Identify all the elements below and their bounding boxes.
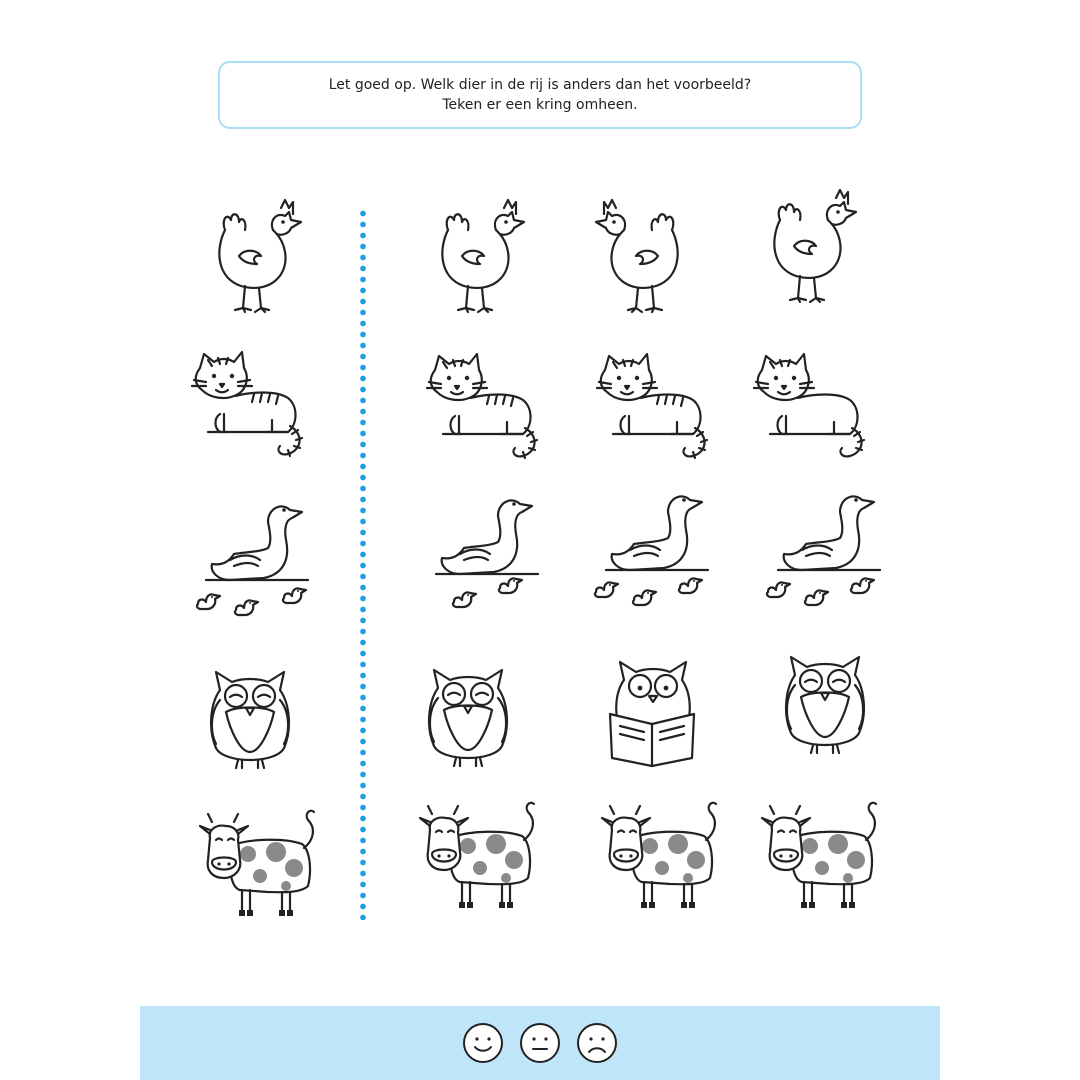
owl-example-icon: [180, 660, 320, 790]
cow-icon[interactable]: [752, 792, 892, 922]
duck-with-ducklings-icon[interactable]: [590, 478, 730, 608]
happy-face-icon[interactable]: [462, 1022, 504, 1064]
owl-reading-book-icon[interactable]: [582, 654, 722, 784]
chicken-mirrored-icon[interactable]: [572, 190, 712, 320]
duck-with-ducklings-example-icon: [190, 488, 330, 618]
cow-icon[interactable]: [410, 792, 550, 922]
cat-no-stripes-icon[interactable]: [742, 340, 882, 470]
dotted-divider: [360, 208, 366, 920]
cat-example-icon: [180, 338, 320, 468]
owl-icon[interactable]: [755, 645, 895, 775]
sad-face-icon[interactable]: [576, 1022, 618, 1064]
cat-icon[interactable]: [585, 340, 725, 470]
cow-icon[interactable]: [592, 792, 732, 922]
neutral-face-icon[interactable]: [519, 1022, 561, 1064]
duck-two-ducklings-icon[interactable]: [420, 482, 560, 612]
cat-icon[interactable]: [415, 340, 555, 470]
instruction-box: [218, 61, 862, 129]
instruction-line-1: Let goed op. Welk dier in de rij is anders dan het voorbeeld?: [328, 77, 752, 93]
instruction-line-2: Teken er een kring omheen.: [442, 97, 638, 113]
owl-icon[interactable]: [398, 658, 538, 788]
chicken-icon[interactable]: [408, 190, 548, 320]
chicken-icon[interactable]: [740, 180, 880, 310]
cow-example-icon: [190, 800, 330, 930]
duck-with-ducklings-icon[interactable]: [762, 478, 902, 608]
chicken-example-icon: [185, 190, 325, 320]
